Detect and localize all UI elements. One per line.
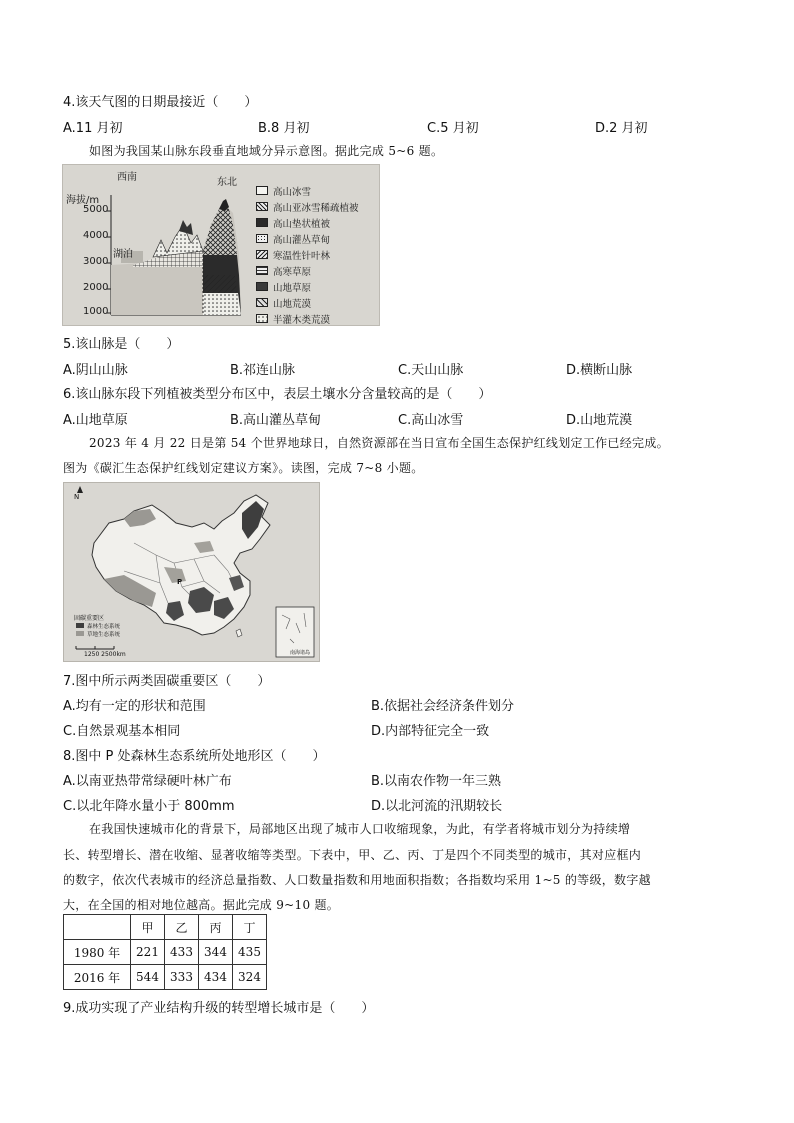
- legend-swatch-sparse: [256, 202, 268, 211]
- legend-swatch-conifer: [256, 250, 268, 259]
- intro-5-6: 如图为我国某山脉东段垂直地域分异示意图。据此完成 5~6 题。: [89, 144, 444, 158]
- q8-option-c: C.以北年降水量小于 800mm: [63, 799, 235, 814]
- intro-9-10-line1: 在我国快速城市化的背景下，局部地区出现了城市人口收缩现象，为此，有学者将城市划分为持续增: [89, 822, 631, 836]
- question-9-stem: 9.成功实现了产业结构升级的转型增长城市是（ ）: [63, 1001, 375, 1016]
- legend-swatch-meadow: [256, 234, 268, 243]
- table-header-row: [64, 915, 267, 940]
- q5-option-d: D.横断山脉: [566, 363, 633, 378]
- legend-label-alpine-steppe: 高寒草原: [273, 267, 312, 278]
- intro-9-10-line2: 长、转型增长、潜在收缩、显著收缩等类型。下表中，甲、乙、丙、丁是四个不同类型的城市，其对应框内: [63, 848, 642, 862]
- legend-label-desert: 山地荒漠: [273, 299, 312, 310]
- q4-option-a: A.11 月初: [63, 121, 123, 136]
- question-8-stem: 8.图中 P 处森林生态系统所处地形区（ ）: [63, 749, 326, 764]
- map-scale-label: 1250 2500km: [84, 651, 126, 658]
- legend-swatch-snow: [256, 186, 268, 195]
- q6-option-c: C.高山冰雪: [398, 413, 464, 428]
- map-marker-p: P: [177, 578, 183, 586]
- question-7-stem: 7.图中所示两类固碳重要区（ ）: [63, 674, 271, 689]
- q8-option-b: B.以南农作物一年三熟: [371, 774, 502, 789]
- legend-label-conifer: 寒温性针叶林: [273, 251, 331, 262]
- map-inset-label: 南海诸岛: [290, 650, 311, 656]
- legend-swatch-cushion: [256, 218, 268, 227]
- table-header-cell: 丁: [233, 915, 267, 940]
- y-tick-2000: 2000: [83, 282, 109, 293]
- q8-option-a: A.以南亚热带常绿硬叶林广布: [63, 774, 232, 789]
- q4-option-c: C.5 月初: [427, 121, 479, 136]
- q5-option-b: B.祁连山脉: [230, 363, 296, 378]
- table-cell: 221: [131, 940, 165, 965]
- intro-9-10-line4: 大，在全国的相对地位越高。据此完成 9~10 题。: [63, 898, 340, 912]
- map-legend-grassland: 草地生态系统: [87, 632, 121, 638]
- intro-9-10-line3: 的数字，依次代表城市的经济总量指数、人口数量指数和用地面积指数；各指数均采用 1~5 的等级，数字越: [63, 873, 651, 887]
- direction-northeast: 东北: [217, 177, 237, 188]
- question-5-stem: 5.该山脉是（ ）: [63, 337, 180, 352]
- table-cell: 2016 年: [64, 965, 131, 990]
- legend-swatch-desert: [256, 298, 268, 307]
- table-header-cell: 乙: [165, 915, 199, 940]
- y-tick-3000: 3000: [83, 256, 109, 267]
- direction-southwest: 西南: [117, 172, 137, 183]
- lake-label: 湖泊: [113, 249, 133, 260]
- vertical-zonation-figure: [62, 164, 380, 326]
- intro-7-8-line2: 图为《碳汇生态保护红线划定建议方案》。读图，完成 7~8 小题。: [63, 461, 424, 475]
- legend-swatch-alpine-steppe: [256, 266, 268, 275]
- table-header-cell: 甲: [131, 915, 165, 940]
- legend-swatch-mountain-steppe: [256, 282, 268, 291]
- q5-option-a: A.阴山山脉: [63, 363, 128, 378]
- legend-label-shrub-desert: 半灌木类荒漠: [273, 315, 331, 326]
- q7-option-a: A.均有一定的形状和范围: [63, 699, 206, 714]
- y-axis-title: 海拔/m: [66, 195, 100, 206]
- table-cell: 1980 年: [64, 940, 131, 965]
- q8-option-d: D.以北河流的汛期较长: [371, 799, 503, 814]
- legend-label-meadow: 高山灌丛草甸: [273, 235, 331, 246]
- table-row: [64, 965, 267, 990]
- y-tick-4000: 4000: [83, 230, 109, 241]
- question-6-stem: 6.该山脉东段下列植被类型分布区中，表层土壤水分含量较高的是（ ）: [63, 387, 492, 402]
- table-cell: 333: [165, 965, 199, 990]
- table-cell: 544: [131, 965, 165, 990]
- q7-option-c: C.自然景观基本相同: [63, 724, 181, 739]
- legend-swatch-shrub-desert: [256, 314, 268, 323]
- q7-option-b: B.依据社会经济条件划分: [371, 699, 515, 714]
- intro-7-8-line1: 2023 年 4 月 22 日是第 54 个世界地球日，自然资源部在当日宣布全国生态保护红线划定工作已经完成。: [89, 436, 669, 450]
- map-legend-title: 固碳重要区: [74, 615, 105, 622]
- table-cell: 434: [199, 965, 233, 990]
- legend-label-cushion: 高山垫状植被: [273, 219, 331, 230]
- legend-label-mountain-steppe: 山地草原: [273, 283, 312, 294]
- q6-option-d: D.山地荒漠: [566, 413, 633, 428]
- table-cell: 433: [165, 940, 199, 965]
- north-arrow-label: N: [74, 493, 80, 501]
- table-cell: 344: [199, 940, 233, 965]
- question-4-stem: 4.该天气图的日期最接近（ ）: [63, 95, 258, 110]
- table-row: [64, 940, 267, 965]
- table-cell: 324: [233, 965, 267, 990]
- legend-label-snow: 高山冰雪: [273, 187, 312, 198]
- table-header-cell: [64, 915, 131, 940]
- q4-option-d: D.2 月初: [595, 121, 648, 136]
- y-tick-1000: 1000: [83, 306, 109, 317]
- legend-label-sparse: 高山亚冰雪稀疏植被: [273, 203, 359, 214]
- vertical-zonation-chart: [63, 165, 381, 327]
- table-header-cell: 丙: [199, 915, 233, 940]
- q6-option-a: A.山地草原: [63, 413, 128, 428]
- q7-option-d: D.内部特征完全一致: [371, 724, 490, 739]
- q6-option-b: B.高山灌丛草甸: [230, 413, 322, 428]
- city-index-table: [63, 914, 267, 990]
- map-legend-forest: 森林生态系统: [87, 624, 121, 630]
- table-cell: 435: [233, 940, 267, 965]
- q4-option-b: B.8 月初: [258, 121, 310, 136]
- y-tick-5000: 5000: [83, 204, 109, 215]
- q5-option-c: C.天山山脉: [398, 363, 464, 378]
- carbon-sink-map-figure: [63, 482, 320, 662]
